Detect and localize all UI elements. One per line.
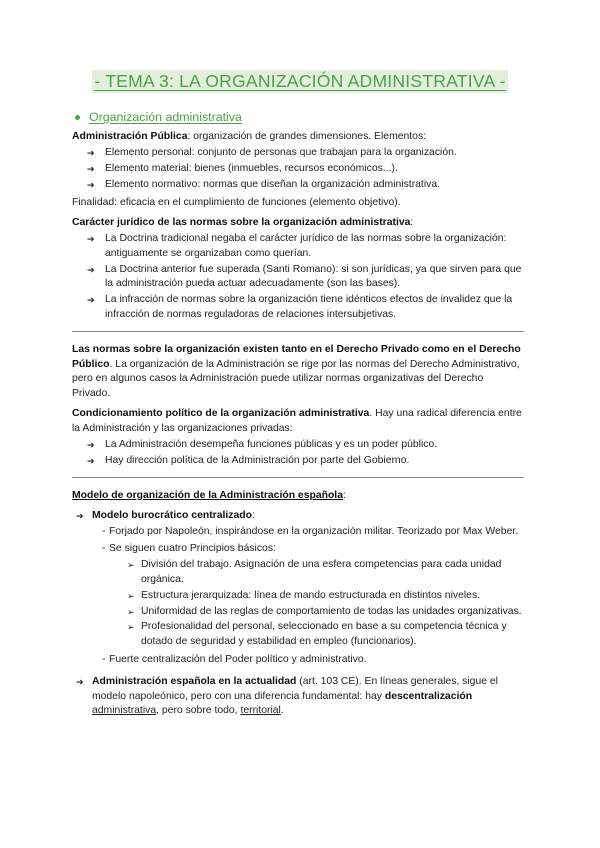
normas-text: . La organización de la Administración se rige por las normas del Derecho Administrativo, pero en algunos casos la Administración puede utilizar normas organizativas del Derecho Privado. [72,358,520,400]
dash-item-text: Fuerte centralización del Poder político y administrativo. [109,653,367,665]
caracter-juridico-term: Carácter jurídico de las normas sobre la organización administrativa [72,216,411,228]
dash-item [102,653,524,668]
list-item [72,146,524,161]
modelo-heading: Modelo de organización de la Administración española [72,489,343,501]
list-item [72,232,524,262]
list-item [72,162,524,177]
admin-publica-term: Administración Pública [72,131,188,142]
arrow-bullet-icon: ➔ [87,440,95,451]
dash-item [102,525,524,540]
dash-item-text: Forjado por Napoleón, inspirándose en la organización militar. Teorizado por Max Weber. [109,525,519,537]
list-item-text: Profesionalidad del personal, seleccionado en base a su competencia técnica y dotado de seguridad y estabilidad en empleo (funcionarios). [141,621,507,648]
paragraph-modelo-heading [72,489,524,504]
condicionamiento-list [72,438,524,469]
dash-item [102,542,524,650]
list-item-text: La Doctrina tradicional negaba el carácter jurídico de las normas sobre la organización: antiguamente se organizaban como querían. [105,232,507,259]
list-item-text: División del trabajo. Asignación de una esfera competencias para cada unidad orgánica. [141,559,502,585]
paragraph-admin-publica [72,130,524,145]
list-item-text: La Doctrina anterior fue superada (Santi Romano): si son jurídicas, ya que sirven para que la administración pueda actuar adecuadamente (son las bases). [105,263,522,290]
burocratico-colon: : [251,509,255,521]
page-title: - TEMA 3: LA ORGANIZACIÓN ADMINISTRATIVA - [94,71,506,91]
arrow-bullet-icon: ➔ [76,676,84,687]
list-item [109,620,524,650]
principios-list [109,558,524,650]
triangle-bullet-icon: ➢ [127,606,135,617]
list-item [109,558,524,588]
list-item-text: Elemento personal: conjunto de personas que trabajan para la organización. [105,146,457,158]
administrativa-term: administrativa [92,705,157,717]
triangle-bullet-icon: ➢ [127,560,135,571]
list-item [109,605,524,620]
burocratico-term: Modelo burocrático centralizado [92,509,252,521]
section-heading [72,109,524,125]
arrow-bullet-icon: ➔ [87,147,95,158]
list-item [72,438,524,453]
paragraph-normas [72,343,524,402]
arrow-bullet-icon: ➔ [87,456,95,467]
list-item-text: Estructura jerarquizada: línea de mando estructurada en distintos niveles. [141,589,481,601]
condicionamiento-term: Condicionamiento político de la organización administrativa [72,408,370,420]
divider [72,331,524,332]
triangle-bullet-icon: ➢ [127,590,135,601]
list-item [72,293,524,323]
actualidad-item [72,675,524,719]
arrow-bullet-icon: ➔ [76,510,84,521]
list-item [72,263,524,293]
divider [72,477,524,478]
burocratico-dash-list [102,525,524,668]
caracter-juridico-colon: : [410,216,414,228]
arrow-bullet-icon: ➔ [87,179,95,190]
paragraph-condicionamiento [72,407,524,437]
list-item [109,589,524,604]
list-item-text: La infracción de normas sobre la organización tiene idénticos efectos de invalidez que la infracción de normas reguladoras de relaciones intersubjetivas. [105,294,513,321]
list-item [72,454,524,469]
normas-term: Las normas sobre la organización existen tanto en el Derecho Privado como en el Derecho Público [72,343,521,370]
dash-item-text: Se siguen cuatro Principios básicos: [109,543,276,555]
bullet-dot-icon [75,115,80,120]
juridico-list [72,232,524,323]
actualidad-term: Administración española en la actualidad [92,675,297,687]
territorial-term: territorial [240,705,281,717]
actualidad-text-1: (art. 103 CE). En líneas generales, sigue el modelo napoleónico, pero con una diferencia fundamental: hay [92,675,498,702]
dash-bullet: - [102,653,106,665]
title-wrap [0,70,600,93]
paragraph-caracter-juridico [72,216,524,231]
list-item-text: Uniformidad de las reglas de comportamiento de todas las unidades organizativas. [141,605,522,617]
elements-list [72,146,524,193]
actualidad-end: . [280,705,284,717]
paragraph-finalidad: Finalidad: eficacia en el cumplimiento de funciones (elemento objetivo). [72,196,401,208]
list-item-text: Elemento material: bienes (inmuebles, recursos económicos...). [105,162,398,174]
arrow-bullet-icon: ➔ [87,264,95,275]
list-item-text: Hay dirección política de la Administración por parte del Gobierno. [105,455,410,467]
list-item-text: Elemento normativo: normas que diseñan la organización administrativa. [105,178,440,190]
dash-bullet: - [102,525,106,537]
arrow-bullet-icon: ➔ [87,233,95,244]
admin-publica-text: : organización de grandes dimensiones. Elementos: [187,131,427,142]
arrow-bullet-icon: ➔ [87,163,95,174]
triangle-bullet-icon: ➢ [127,622,135,633]
descentralizacion-term: descentralización [384,690,473,702]
document-body [72,109,524,721]
modelo-heading-colon: : [342,489,346,501]
arrow-bullet-icon: ➔ [87,295,95,306]
dash-bullet: - [102,543,106,555]
list-item [72,178,524,193]
condicionamiento-text: . Hay una radical diferencia entre la Administración y las organizaciones privadas: [72,408,522,435]
burocratico-item [72,509,524,668]
section-heading-text: Organización administrativa [89,110,242,124]
actualidad-text-2: , pero sobre todo, [156,705,241,717]
list-item-text: La Administración desempeña funciones públicas y es un poder público. [105,439,438,451]
